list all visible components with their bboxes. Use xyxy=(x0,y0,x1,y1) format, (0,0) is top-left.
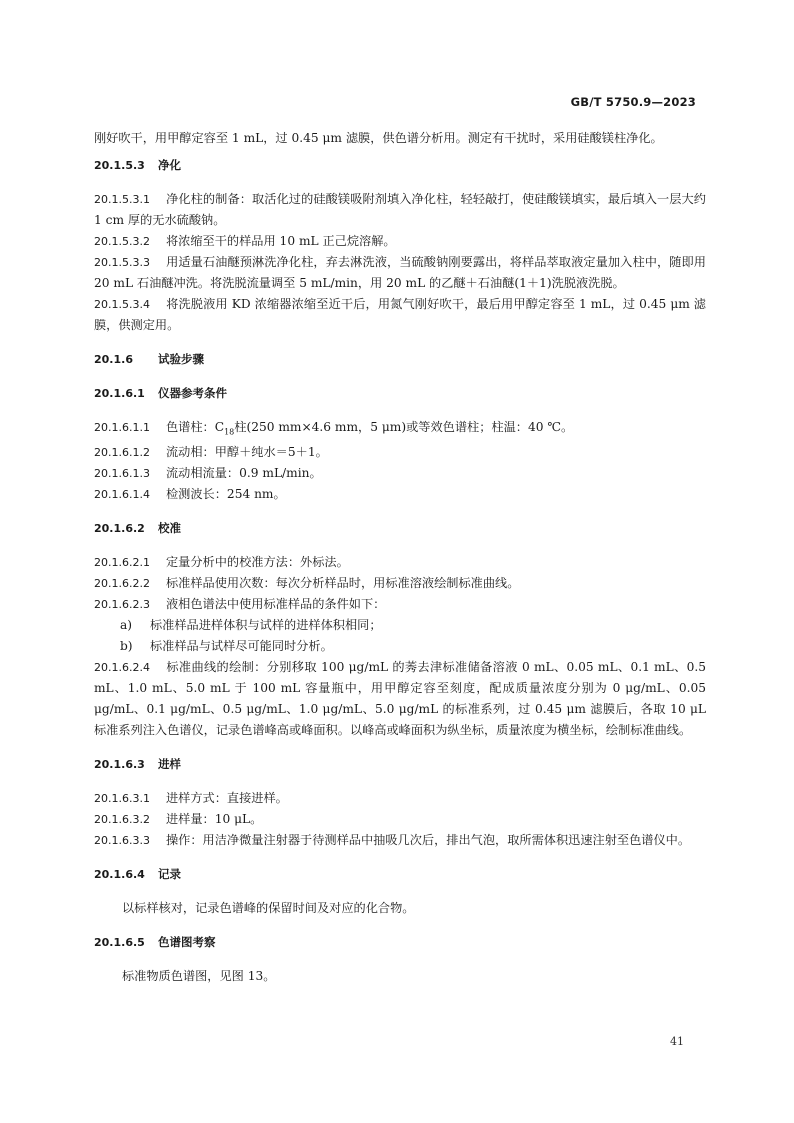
clause-text: 流动相流量：0.9 mL/min。 xyxy=(166,466,322,481)
list-item xyxy=(94,636,706,657)
clause-number: 20.1.6.3.1 xyxy=(94,792,150,806)
section-heading xyxy=(94,155,706,176)
section-title: 试验步骤 xyxy=(158,352,204,366)
subscript: 18 xyxy=(224,427,235,437)
clause xyxy=(94,573,706,594)
clause-text: 进样量：10 μL。 xyxy=(166,812,263,827)
section-heading xyxy=(94,754,706,775)
list-marker: a) xyxy=(120,618,133,633)
clause-number: 20.1.6.3.2 xyxy=(94,813,150,827)
clause xyxy=(94,442,706,463)
clause-number: 20.1.6.2.2 xyxy=(94,577,150,591)
section-heading xyxy=(94,864,706,885)
clause-number: 20.1.6.1.1 xyxy=(94,421,150,434)
section-title: 仪器参考条件 xyxy=(158,386,227,400)
clause-text: 将洗脱液用 KD 浓缩器浓缩至近干后，用氮气刚好吹干，最后用甲醇定容至 1 mL，过 0.45 μm 滤膜，供测定用。 xyxy=(94,297,706,332)
clause xyxy=(94,830,706,851)
clause xyxy=(94,189,706,231)
clause-text: 用适量石油醚预淋洗净化柱，弃去淋洗液，当硫酸钠刚要露出，将样品萃取液定量加入柱中，随即用 20 mL 石油醚冲洗。将洗脱流量调至 5 mL/min，用 20 mL 的乙醚＋石油醚(1＋1)洗脱液洗脱。 xyxy=(94,255,706,290)
clause xyxy=(94,231,706,252)
clause-number: 20.1.6.2.4 xyxy=(94,661,150,675)
document-body xyxy=(94,128,706,987)
section-heading xyxy=(94,383,706,404)
list-text: 标准样品与试样尽可能同时分析。 xyxy=(150,639,333,654)
clause xyxy=(94,463,706,484)
page-number: 41 xyxy=(670,1035,684,1048)
clause xyxy=(94,657,706,741)
clause-number: 20.1.6.2.1 xyxy=(94,556,150,570)
clause xyxy=(94,484,706,505)
clause xyxy=(94,417,706,442)
section-number: 20.1.5.3 xyxy=(94,159,145,172)
list-marker: b) xyxy=(120,639,133,654)
clause-text: 色谱柱：C xyxy=(166,420,225,434)
list-item xyxy=(94,615,706,636)
list-text: 标准样品进样体积与试样的进样体积相同； xyxy=(150,618,382,633)
clause-text: 净化柱的制备：取活化过的硅酸镁吸附剂填入净化柱，轻轻敲打，使硅酸镁填实，最后填入一层大约 1 cm 厚的无水硫酸钠。 xyxy=(94,192,706,227)
clause-text: 操作：用洁净微量注射器于待测样品中抽吸几次后，排出气泡，取所需体积迅速注射至色谱仪中。 xyxy=(166,833,691,848)
section-title: 净化 xyxy=(158,158,181,172)
clause-text: 进样方式：直接进样。 xyxy=(166,791,288,806)
clause-number: 20.1.6.3.3 xyxy=(94,834,150,848)
section-number: 20.1.6.2 xyxy=(94,522,145,536)
clause-number: 20.1.5.3.4 xyxy=(94,298,150,311)
section-title: 进样 xyxy=(158,757,181,772)
paragraph: 标准物质色谱图，见图 13。 xyxy=(122,969,276,984)
clause-number: 20.1.5.3.2 xyxy=(94,235,150,248)
paragraph: 刚好吹干，用甲醇定容至 1 mL，过 0.45 μm 滤膜，供色谱分析用。测定有干扰时，采用硅酸镁柱净化。 xyxy=(94,131,663,145)
clause-text: 柱(250 mm×4.6 mm，5 μm)或等效色谱柱；柱温：40 ℃。 xyxy=(234,420,574,434)
clause-text: 标准曲线的绘制：分别移取 100 μg/mL 的莠去津标准储备溶液 0 mL、0.05 mL、0.1 mL、0.5 mL、1.0 mL、5.0 mL 于 100 mL 容量瓶中，用甲醇定容至刻度，配成质量浓度分别为 0 μg/mL、0.05 μg/mL、0.1 μg/mL、0.5 μg/mL、1.0 μg/mL、5.0 μg/mL 的标准系列，过 0.45 μm 滤膜后，各取 10 μL 标准系列注入色谱仪，记录色谱峰高或峰面积。以峰高或峰面积为纵坐标，质量浓度为横坐标，绘制标准曲线。 xyxy=(94,660,706,738)
clause-text: 流动相：甲醇＋纯水＝5＋1。 xyxy=(166,445,328,460)
clause-number: 20.1.5.3.1 xyxy=(94,193,150,206)
section-title: 色谱图考察 xyxy=(158,935,216,950)
section-title: 校准 xyxy=(158,521,181,536)
clause-text: 将浓缩至干的样品用 10 mL 正己烷溶解。 xyxy=(166,234,396,248)
clause xyxy=(94,809,706,830)
section-heading xyxy=(94,518,706,539)
clause xyxy=(94,552,706,573)
section-number: 20.1.6.4 xyxy=(94,868,145,882)
section-number: 20.1.6.1 xyxy=(94,387,145,400)
clause-number: 20.1.6.1.4 xyxy=(94,488,150,502)
clause-text: 检测波长：254 nm。 xyxy=(166,487,286,502)
clause-number: 20.1.6.1.3 xyxy=(94,467,150,481)
clause xyxy=(94,594,706,615)
clause-text: 标准样品使用次数：每次分析样品时，用标准溶液绘制标准曲线。 xyxy=(166,576,520,591)
clause-text: 定量分析中的校准方法：外标法。 xyxy=(166,555,349,570)
section-number: 20.1.6 xyxy=(94,353,133,366)
clause-number: 20.1.6.2.3 xyxy=(94,598,150,612)
section-number: 20.1.6.3 xyxy=(94,758,145,772)
section-title: 记录 xyxy=(158,867,181,882)
section-heading xyxy=(94,349,706,370)
clause xyxy=(94,294,706,336)
clause-number: 20.1.5.3.3 xyxy=(94,256,150,269)
clause-number: 20.1.6.1.2 xyxy=(94,446,150,460)
section-number: 20.1.6.5 xyxy=(94,936,145,950)
clause xyxy=(94,788,706,809)
clause xyxy=(94,252,706,294)
standard-code: GB/T 5750.9—2023 xyxy=(570,95,696,109)
paragraph: 以标样核对，记录色谱峰的保留时间及对应的化合物。 xyxy=(122,901,415,916)
clause-text: 液相色谱法中使用标准样品的条件如下： xyxy=(166,597,386,612)
section-heading xyxy=(94,932,706,953)
